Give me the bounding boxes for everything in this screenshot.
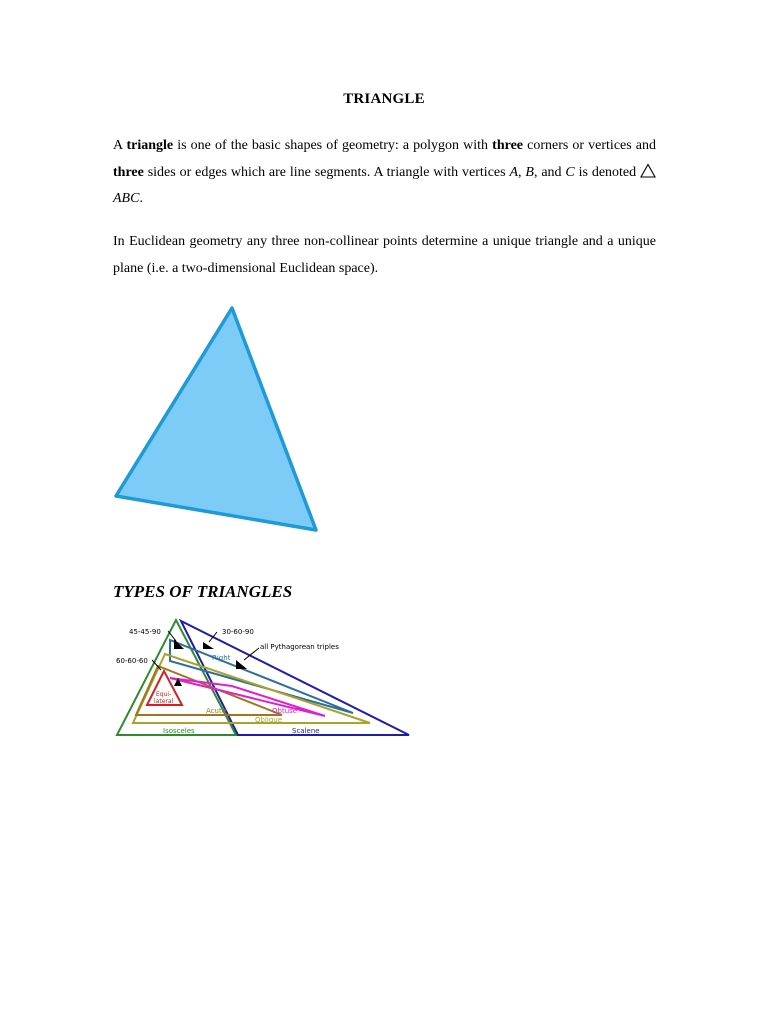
- vertex-a: A: [509, 164, 519, 180]
- label-30-60-90: 30-60-90: [222, 628, 254, 636]
- label-obtuse: Obtuse: [272, 707, 298, 715]
- label-acute: Acute: [206, 707, 227, 715]
- vertex-c: C: [565, 164, 575, 180]
- euclidean-paragraph: In Euclidean geometry any three non-collinear points determine a unique triangle and a unique plane (i.e. a two-dimensional Euclidean space).: [113, 234, 656, 276]
- intro-text-4: is denoted: [574, 164, 641, 180]
- label-equilateral-2: lateral: [154, 698, 174, 705]
- intro-text-1: is one of the basic shapes of geometry: a polygon with: [173, 138, 493, 153]
- sep-2: , and: [533, 164, 566, 180]
- sep-1: ,: [518, 164, 526, 180]
- scalene-outline: [181, 621, 409, 735]
- bold-three-1: three: [492, 138, 523, 153]
- label-isosceles: Isosceles: [163, 727, 195, 735]
- oblique-outline: [133, 654, 370, 723]
- label-45-45-90: 45-45-90: [129, 628, 161, 636]
- pointer-30: [209, 632, 217, 642]
- intro-text-3: sides or edges which are line segments. A triangle with vertices: [143, 164, 510, 180]
- triangle-types-diagram: [112, 616, 417, 741]
- label-pythagorean: all Pythagorean triples: [260, 643, 339, 651]
- label-oblique: Oblique: [255, 716, 283, 724]
- label-equilateral-1: Equi-: [156, 691, 172, 698]
- intro-text-2: corners or vertices and: [523, 138, 657, 153]
- vertex-b: B: [525, 164, 534, 180]
- intro-suffix: .: [139, 191, 143, 206]
- label-60-60-60: 60-60-60: [116, 657, 148, 665]
- label-scalene: Scalene: [292, 727, 320, 735]
- page-title: TRIANGLE: [343, 91, 425, 107]
- bold-three-2: three: [113, 164, 144, 180]
- intro-prefix: A: [113, 138, 127, 153]
- blue-triangle-shape: [116, 308, 316, 530]
- section-heading: TYPES OF TRIANGLES: [113, 582, 293, 601]
- marker-30-icon: [203, 642, 214, 649]
- blue-triangle-figure: [110, 300, 330, 540]
- intro-paragraph: [113, 133, 656, 213]
- term-triangle: triangle: [126, 138, 174, 153]
- triangle-notation: ABC: [113, 191, 140, 206]
- marker-pythagorean-icon: [236, 660, 247, 669]
- triangle-symbol-icon: [640, 163, 656, 178]
- label-right: Right: [212, 654, 231, 662]
